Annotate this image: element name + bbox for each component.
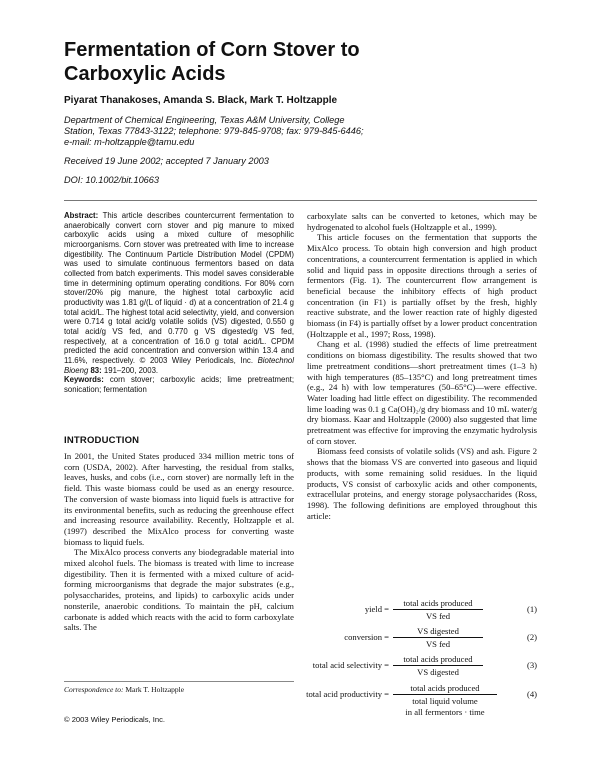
header-divider: [64, 200, 537, 201]
equation-number: (3): [526, 660, 537, 670]
equation-denominator: VS fed: [425, 639, 451, 649]
equation-numerator: VS digested: [393, 626, 483, 638]
equation-lhs: conversion =: [344, 632, 389, 642]
equation-selectivity: [307, 654, 537, 676]
equation-denominator: VS digested: [417, 667, 459, 677]
keywords-text: corn stover; carboxylic acids; lime pretreatment; sonication; fermentation: [64, 375, 294, 394]
equation-denominator: VS fed: [425, 611, 451, 621]
equation-lhs: total acid selectivity =: [312, 660, 389, 670]
equation-yield: [307, 598, 537, 620]
left-column-body: [64, 451, 294, 633]
equation-numerator: total acids produced: [393, 654, 483, 666]
journal-name: Biotechnol Bioeng: [64, 355, 295, 375]
doi: DOI: 10.1002/bit.10663: [64, 175, 160, 185]
equation-numerator: total acids produced: [393, 598, 483, 610]
affiliation-line-1: Department of Chemical Engineering, Texas A&M University, College: [64, 115, 345, 125]
correspondence-note: [64, 681, 294, 694]
abstract-block: [64, 211, 294, 394]
equation-fraction: [393, 683, 497, 717]
affiliation: [64, 115, 504, 148]
affiliation-line-2: Station, Texas 77843-3122; telephone: 979-845-9708; fax: 979-845-6446;: [64, 126, 364, 136]
article-title: [64, 38, 484, 86]
title-line-1: Fermentation of Corn Stover to: [64, 39, 360, 61]
equation-lhs: total acid productivity =: [306, 689, 389, 699]
equation-number: (4): [526, 689, 537, 699]
keywords-label: Keywords:: [64, 375, 104, 385]
equation-fraction: [393, 626, 483, 649]
equation-productivity: [307, 683, 537, 717]
equation-lhs: yield =: [364, 604, 389, 614]
right-paragraph-3: Biomass feed consists of volatile solids (VS) and ash. Figure 2 shows that the biomass VS are converted into gaseous and liquid products, with some remaining solid residues. In the liquid products, VS consist of carboxylic acids and other components, extracellular proteins, and energy storage polysaccharides (Ross, 1998). The following definitions are employed throughout this article:: [307, 446, 537, 521]
journal-volume: 83:: [90, 365, 102, 375]
abstract-text: This article describes countercurrent fermentation to anaerobically convert corn stover and pig manure to mixed carboxylic acids using a mixed culture of mesophilic microorganisms. Corn stover was pretreated with lime to increase digestibility. The Continuum Particle Distribution Model (CPDM) was used to simulate continuous fermentors based on data collected from batch experiments. This model saves considerable time in determining optimum operating conditions. For 80% corn stover/20% pig manure, the highest total carboxylic acid productivity was 1.81 g/(L of liquid · d) at a concentration of 21.4 g total acid/L. The highest total acid selectivity, yield, and conversion were 0.714 g total acid/g volatile solids (VS) digested, 0.550 g total acid/g VS fed, and 0.770 g VS digested/g VS fed, respectively, at a concentration of 16.0 g total acid/L. CPDM predicted the acid concentration and conversion within 13.4 and 11.6%, respectively.: [64, 211, 294, 365]
right-paragraph-continuation: carboxylate salts can be converted to ketones, which may be hydrogenated to alcohol fuels (Holtzapple et al., 1999).: [307, 211, 537, 232]
footer-copyright: © 2003 Wiley Periodicals, Inc.: [64, 715, 165, 724]
correspondence-name: Mark T. Holtzapple: [123, 685, 185, 694]
affiliation-line-3: e-mail: m-holtzapple@tamu.edu: [64, 137, 195, 147]
right-paragraph-2: Chang et al. (1998) studied the effects of lime pretreatment conditions on biomass digestibility. The results showed that two lime pretreatment conditions—short pretreatment times (1–3 h) with high temperatures (85–135°C) and long pretreatment times (e.g., 24 h) with low temperatures (50–65°C)—were effective. Water loading had little effect on digestibility. The recommended lime loading was 0.1 g Ca(OH)₂/g dry biomass and 10 mL water/g dry biomass. Kaar and Holtzapple (2000) also suggested that lime pretreatment was effective for improving the enzymatic hydrolysis of corn stover.: [307, 339, 537, 446]
equation-numerator: total acids produced: [393, 683, 497, 695]
received-dates: Received 19 June 2002; accepted 7 January 2003: [64, 156, 269, 166]
equation-conversion: [307, 626, 537, 648]
abstract-label: Abstract:: [64, 211, 99, 220]
journal-pages: 191–200, 2003.: [101, 365, 159, 375]
equation-fraction: [393, 598, 483, 621]
equation-number: (1): [526, 604, 537, 614]
equation-denominator-line-2: in all fermentors · time: [405, 707, 485, 717]
intro-paragraph-1: In 2001, the United States produced 334 million metric tons of corn (USDA, 2002). After harvesting, the residual from stalks, leaves, husks, and cobs (i.e., corn stover) are normally left in the field. This waste biomass could be used as an energy resource. The conversion of waste biomass into liquid fuels is attractive for its environmental benefits, such as reducing the greenhouse effect and increasing resource availability. Recently, Holtzapple et al. (1997) described the MixAlco process for converting waste biomass to liquid fuels.: [64, 451, 294, 547]
right-column-body: [307, 211, 537, 521]
intro-paragraph-2: The MixAlco process converts any biodegradable material into mixed alcohol fuels. The biomass is treated with lime to increase digestibility. Then it is fermented with a mixed culture of acid-forming microorganisms that degrade the major substrates (e.g., polysaccharides, proteins, and lipids) to carboxylic acids under nonsterile, anaerobic conditions. To maintain the pH, calcium carbonate is added which reacts with the acid to form carboxylate salts. The: [64, 547, 294, 633]
correspondence-label: Correspondence to:: [64, 685, 124, 694]
equation-denominator: total liquid volume: [412, 696, 478, 706]
abstract-copyright: © 2003 Wiley Periodicals, Inc.: [139, 355, 253, 365]
equation-fraction: [393, 654, 483, 677]
author-list: Piyarat Thanakoses, Amanda S. Black, Mark T. Holtzapple: [64, 95, 338, 106]
section-heading-introduction: INTRODUCTION: [64, 435, 140, 446]
equation-number: (2): [526, 632, 537, 642]
right-paragraph-1: This article focuses on the fermentation that supports the MixAlco process. To obtain high conversion and high product concentrations, a countercurrent fermentation is applied in which solid and liquid pass in opposite directions through a series of fermentors (Fig. 1). The countercurrent flow arrangement is beneficial because the inhibitory effects of high product concentration (in F1) is partially offset by the fresh, highly reactive substrate, and the lower reaction rate of highly digested biomass (in F4) is partially offset by a lower product concentration (Holtzapple et al., 1997; Ross, 1998).: [307, 232, 537, 339]
title-line-2: Carboxylic Acids: [64, 63, 226, 85]
